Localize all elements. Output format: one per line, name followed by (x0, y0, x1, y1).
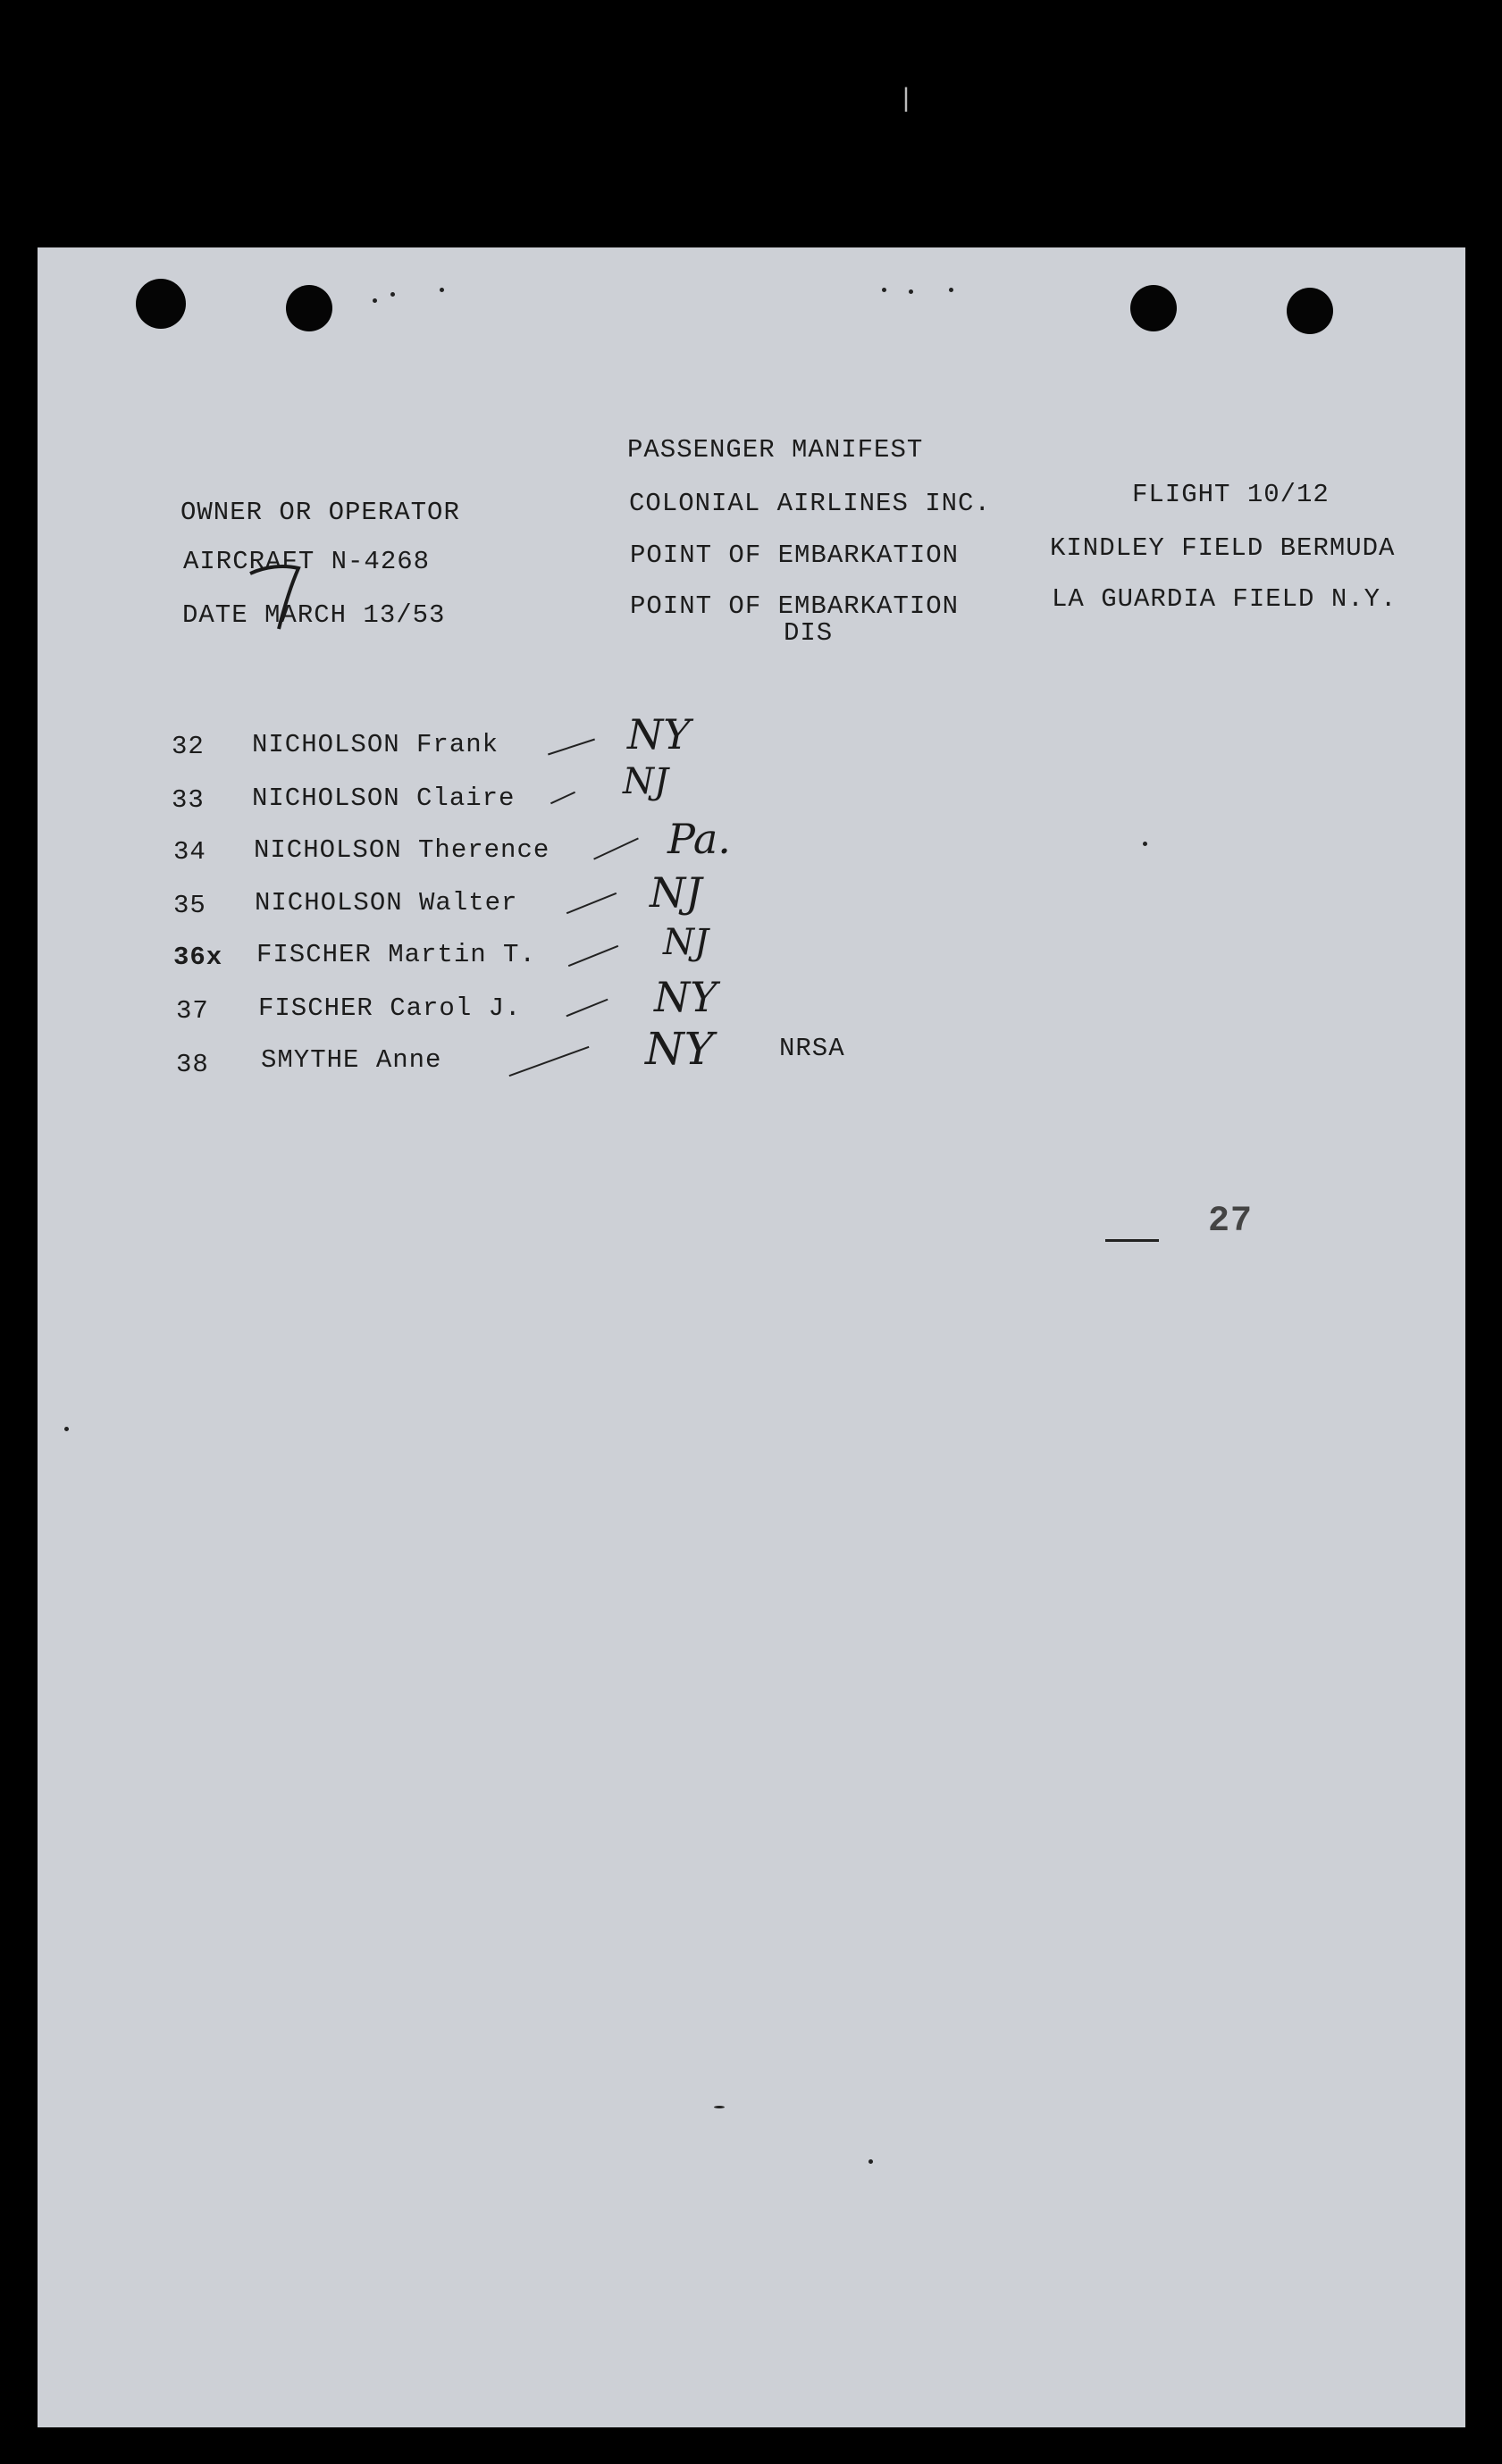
check-mark (509, 1046, 590, 1077)
note: NRSA (779, 1034, 845, 1063)
check-mark (566, 893, 617, 914)
speck (390, 292, 395, 297)
speck (714, 2106, 725, 2108)
passenger-state: NJ (650, 868, 702, 917)
check-mark (568, 945, 618, 967)
speck (868, 2159, 873, 2164)
embarkation-label: POINT OF EMBARKATION (630, 541, 960, 570)
speck (64, 1427, 69, 1431)
speck (909, 289, 913, 294)
passenger-number: 35 (173, 891, 206, 920)
speck (882, 288, 886, 292)
passenger-state: NJ (663, 922, 709, 963)
dis-insert: DIS (784, 618, 834, 648)
passenger-number: 33 (172, 785, 205, 815)
passenger-name: NICHOLSON Frank (252, 730, 499, 759)
manifest-page (38, 247, 1465, 2427)
disembarkation-label: POINT OF EMBARKATION (630, 591, 960, 621)
speck (373, 298, 377, 303)
punch-hole (136, 279, 186, 329)
check-mark (550, 792, 575, 804)
passenger-number: 38 (176, 1050, 209, 1079)
speck (1143, 842, 1147, 846)
manifest-date: DATE MARCH 13/53 (182, 600, 446, 630)
check-mark (548, 739, 595, 756)
passenger-number: 32 (172, 732, 205, 761)
page-number: 27 (1208, 1202, 1254, 1242)
punch-hole (1130, 285, 1177, 331)
speck (440, 288, 444, 292)
punch-hole (1287, 288, 1333, 334)
passenger-name: FISCHER Martin T. (256, 940, 536, 969)
top-mark: | (898, 85, 916, 115)
speck (949, 288, 953, 292)
passenger-name: FISCHER Carol J. (258, 993, 522, 1023)
manifest-title: PASSENGER MANIFEST (627, 435, 924, 465)
passenger-state: NY (645, 1023, 714, 1075)
passenger-state: NY (627, 710, 691, 758)
passenger-name: SMYTHE Anne (261, 1045, 442, 1075)
aircraft: AIRCRAFT N-4268 (183, 547, 431, 576)
flight-number: FLIGHT 10/12 (1132, 480, 1330, 509)
passenger-number: 37 (176, 996, 209, 1026)
disembarkation-value: LA GUARDIA FIELD N.Y. (1052, 584, 1397, 614)
owner-label: OWNER OR OPERATOR (180, 498, 460, 527)
passenger-state: Pa. (667, 815, 731, 863)
punch-hole (286, 285, 332, 331)
passenger-name: NICHOLSON Claire (252, 784, 516, 813)
handwritten-mark (243, 556, 306, 636)
passenger-number: 34 (173, 837, 206, 867)
check-mark (593, 837, 639, 859)
passenger-name: NICHOLSON Therence (254, 835, 550, 865)
check-mark (566, 999, 608, 1018)
page-number-underline (1105, 1239, 1159, 1242)
owner-value: COLONIAL AIRLINES INC. (629, 489, 991, 518)
passenger-state: NY (654, 973, 717, 1021)
passenger-number: 36x (173, 943, 223, 972)
passenger-state: NJ (623, 761, 669, 802)
passenger-name: NICHOLSON Walter (255, 888, 518, 918)
embarkation-value: KINDLEY FIELD BERMUDA (1050, 533, 1396, 563)
